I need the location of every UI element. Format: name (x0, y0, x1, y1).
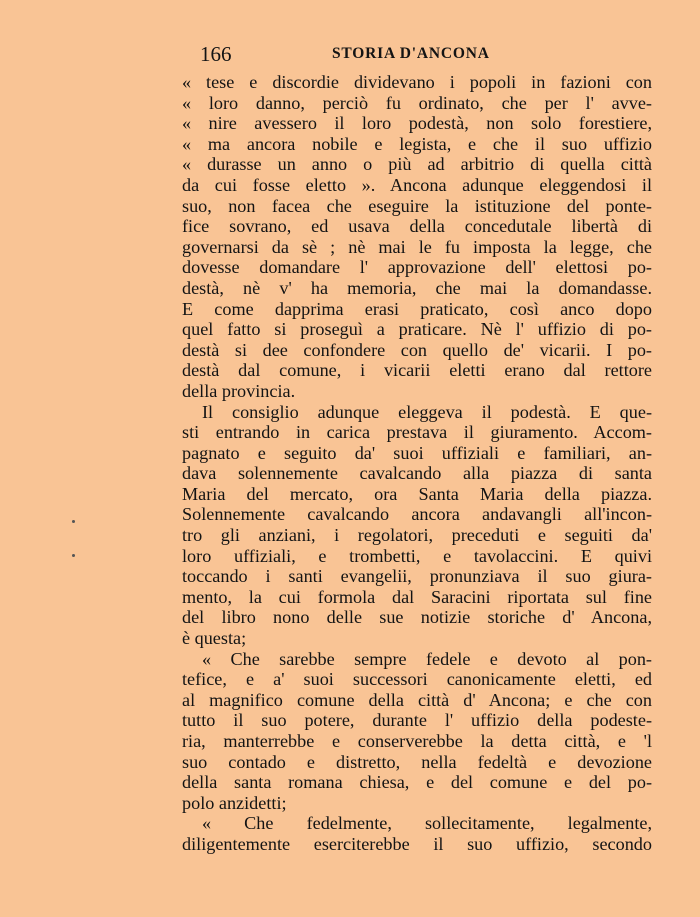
text-line: destà, nè v' ha memoria, che mai la domandasse. (182, 277, 652, 298)
text-line: E come dapprima erasi praticato, così anco dopo (182, 298, 652, 319)
text-line: quel fatto si proseguì a praticare. Nè l' uffizio di po- (182, 319, 652, 340)
text-line: dava solennemente cavalcando alla piazza di santa (182, 463, 652, 484)
text-line: destà si dee confondere con quello de' vicarii. I po- (182, 339, 652, 360)
text-line: dovesse domandare l' approvazione dell' elettosi po- (182, 257, 652, 278)
text-line: loro uffiziali, e trombetti, e tavolaccini. E quivi (182, 545, 652, 566)
text-line: tro gli anziani, i regolatori, preceduti e seguiti da' (182, 525, 652, 546)
text-line: della santa romana chiesa, e del comune e del po- (182, 772, 652, 793)
page-number: 166 (200, 42, 232, 66)
text-line: « durasse un anno o più ad arbitrio di quella città (182, 154, 652, 175)
text-line: tutto il suo potere, durante l' uffizio della podeste- (182, 710, 652, 731)
text-line: ria, manterrebbe e conserverebbe la detta città, e 'l (182, 731, 652, 751)
margin-speck (72, 554, 75, 557)
text-line: del libro nono delle sue notizie storiche d' Ancona, (182, 607, 652, 628)
text-line: della provincia. (182, 380, 296, 401)
text-line: « Che sarebbe sempre fedele e devoto al pon- (202, 648, 652, 669)
text-line: è questa; (182, 628, 247, 649)
text-line: « ma ancora nobile e legista, e che il suo uffizio (182, 133, 652, 154)
text-line: « tese e discordie dividevano i popoli in fazioni con (182, 72, 652, 92)
page-header (200, 42, 652, 68)
text-line: da cui fosse eletto ». Ancona adunque eleggendosi il (182, 174, 652, 195)
text-line: « loro danno, perciò fu ordinato, che per l' avve- (182, 92, 652, 113)
text-line: al magnifico comune della città d' Ancona; e che con (182, 689, 652, 710)
text-line: governarsi da sè ; nè mai le fu imposta la legge, che (182, 236, 652, 257)
text-line: « nire avessero il loro podestà, non solo forestiere, (182, 113, 652, 134)
text-line: « Che fedelmente, sollecitamente, legalmente, (202, 813, 652, 834)
text-line: toccando i santi evangelii, pronunziava il suo giura- (182, 566, 652, 587)
text-line: Maria del mercato, ora Santa Maria della piazza. (182, 483, 652, 504)
text-line: diligentemente eserciterebbe il suo uffizio, secondo (182, 833, 652, 854)
text-line: Solennemente cavalcando ancora andavangli all'incon- (182, 504, 652, 525)
text-line: tefice, e a' suoi successori canonicamente eletti, ed (182, 669, 652, 690)
text-line: suo, non facea che eseguire la istituzione del ponte- (182, 195, 652, 216)
margin-speck (72, 520, 75, 523)
text-line: sti entrando in carica prestava il giuramento. Accom- (182, 422, 652, 443)
text-line: fice sovrano, ed usava della concedutale libertà di (182, 216, 652, 237)
text-line: polo anzidetti; (182, 792, 287, 813)
text-line: suo contado e distretto, nella fedeltà e devozione (182, 751, 652, 772)
running-title: STORIA D'ANCONA (332, 45, 490, 62)
page-body-text (182, 72, 652, 855)
text-line: destà dal comune, i vicarii eletti erano dal rettore (182, 360, 652, 381)
text-line: mento, la cui formola dal Saracini riportata sul fine (182, 586, 652, 607)
text-line: Il consiglio adunque eleggeva il podestà. E que- (202, 401, 652, 422)
text-line: pagnato e seguito da' suoi uffiziali e familiari, an- (182, 442, 652, 463)
